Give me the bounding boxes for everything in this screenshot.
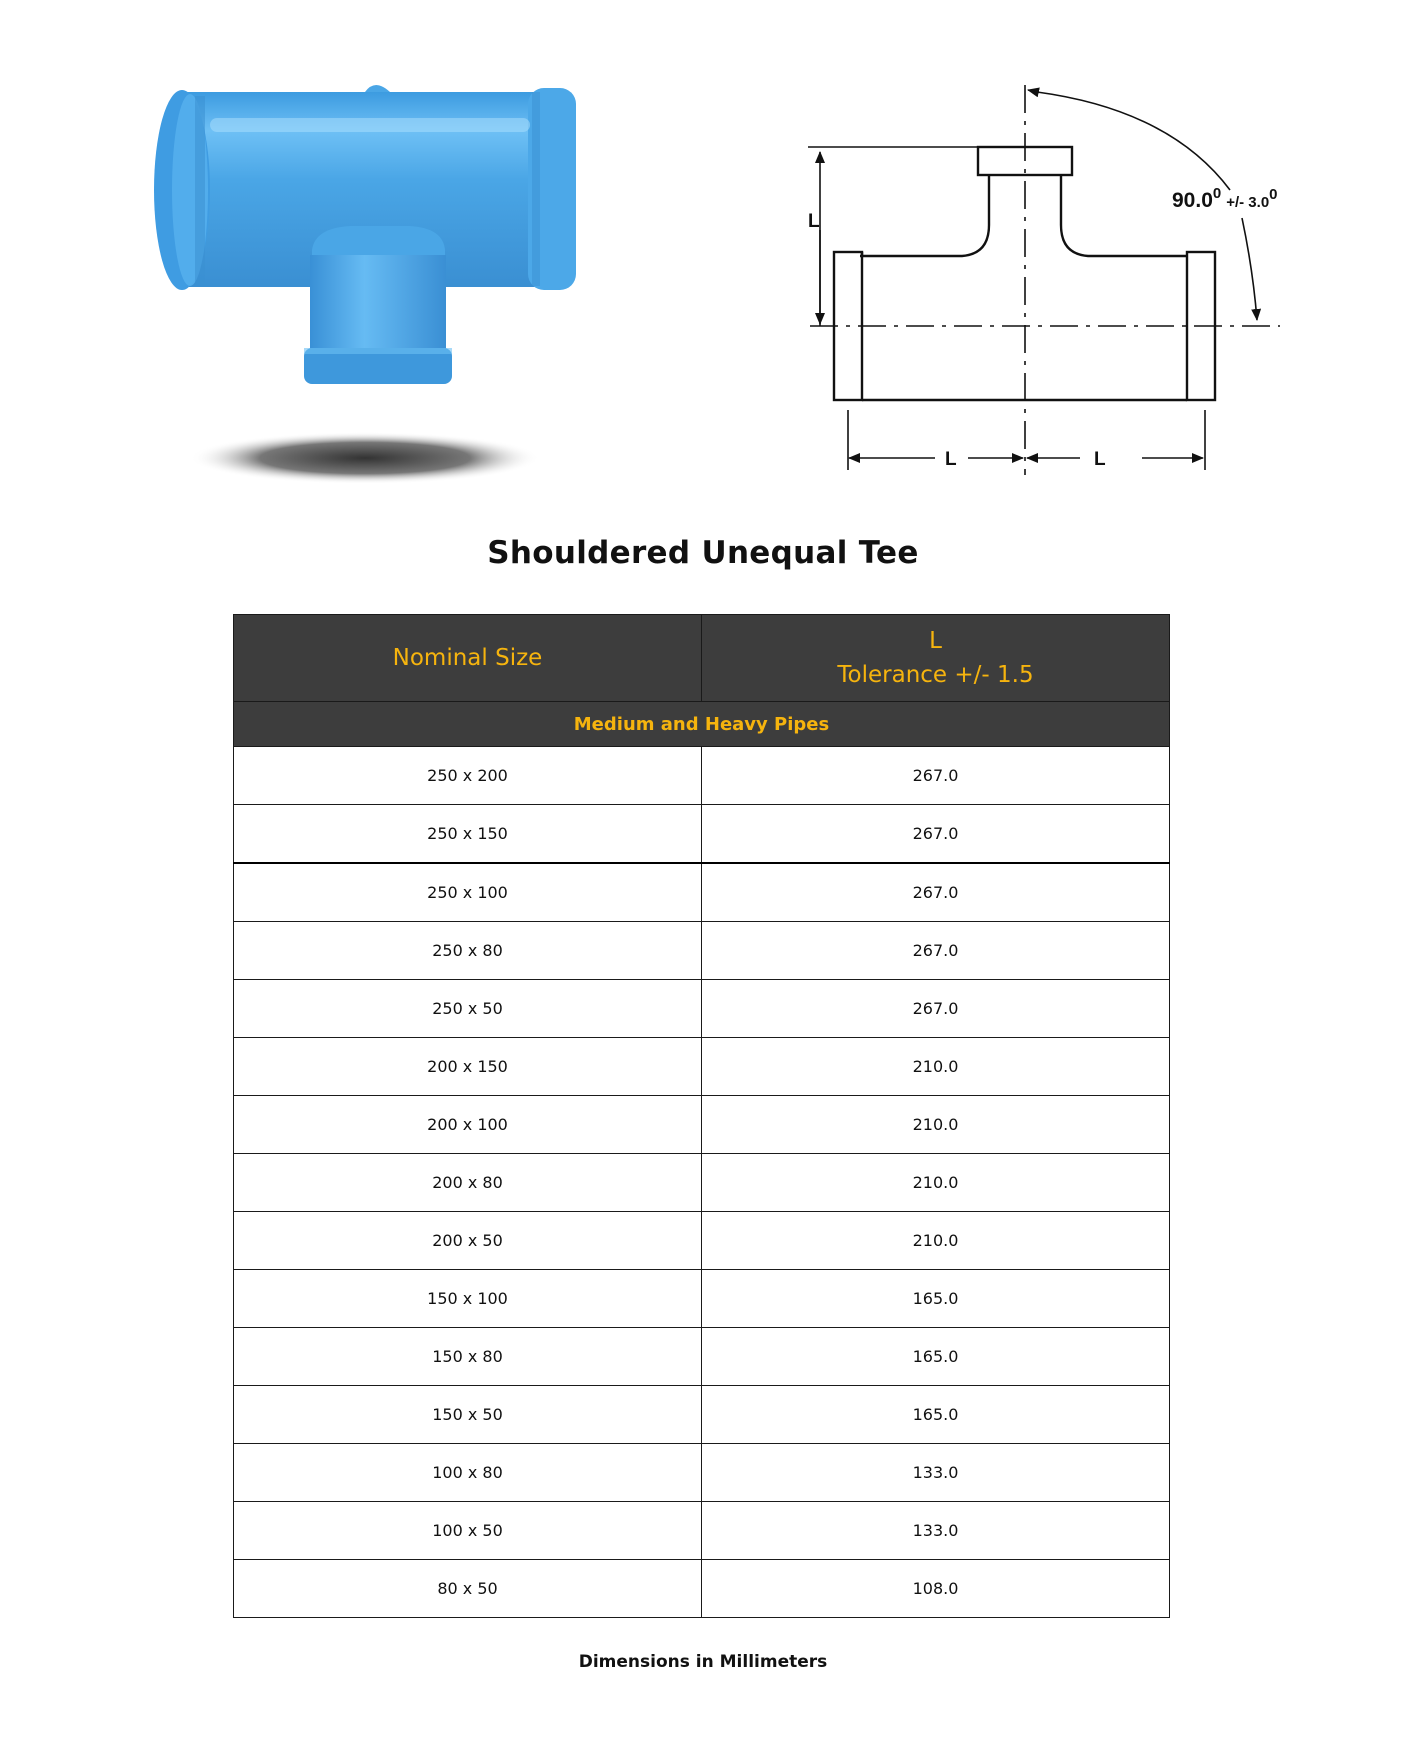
cell-size: 250 x 200 (234, 747, 702, 805)
table-row (234, 980, 1170, 1038)
dim-label-left: L (945, 449, 957, 470)
table-row (234, 863, 1170, 922)
table-row (234, 1386, 1170, 1444)
header-tolerance: Tolerance +/- 1.5 (837, 662, 1034, 688)
table-row (234, 1038, 1170, 1096)
cell-size: 200 x 80 (234, 1154, 702, 1212)
dim-label-right: L (1094, 449, 1106, 470)
cell-size: 250 x 150 (234, 805, 702, 864)
dim-label-vertical: L (808, 211, 820, 232)
cell-l: 210.0 (702, 1038, 1170, 1096)
cell-size: 100 x 50 (234, 1502, 702, 1560)
cell-l: 210.0 (702, 1154, 1170, 1212)
technical-drawing (790, 70, 1310, 490)
dimensions-table (233, 614, 1170, 1618)
cell-size: 150 x 80 (234, 1328, 702, 1386)
cell-size: 250 x 80 (234, 922, 702, 980)
table-row (234, 1444, 1170, 1502)
cell-l: 133.0 (702, 1502, 1170, 1560)
cell-l: 165.0 (702, 1328, 1170, 1386)
cell-size: 200 x 50 (234, 1212, 702, 1270)
units-footnote: Dimensions in Millimeters (578, 1652, 828, 1672)
table-row (234, 1502, 1170, 1560)
cell-size: 150 x 100 (234, 1270, 702, 1328)
table-row (234, 1096, 1170, 1154)
angle-annotation: 90.00+/- 3.00 (1172, 185, 1278, 212)
cell-size: 200 x 100 (234, 1096, 702, 1154)
table-row (234, 1328, 1170, 1386)
table-row (234, 1560, 1170, 1618)
header-l: L (929, 628, 942, 654)
product-photo (100, 0, 680, 500)
cell-size: 80 x 50 (234, 1560, 702, 1618)
cell-l: 108.0 (702, 1560, 1170, 1618)
table-row (234, 805, 1170, 864)
cell-size: 250 x 100 (234, 863, 702, 922)
table-row (234, 1154, 1170, 1212)
table-header-row (234, 615, 1170, 702)
cell-l: 165.0 (702, 1386, 1170, 1444)
cell-l: 267.0 (702, 980, 1170, 1038)
cell-l: 267.0 (702, 747, 1170, 805)
table-row (234, 747, 1170, 805)
header-l-tolerance (702, 615, 1170, 702)
cell-size: 250 x 50 (234, 980, 702, 1038)
table-row (234, 922, 1170, 980)
cell-l: 210.0 (702, 1096, 1170, 1154)
cell-l: 267.0 (702, 863, 1170, 922)
page-title: Shouldered Unequal Tee (487, 535, 919, 571)
header-nominal-size: Nominal Size (234, 615, 702, 702)
cell-size: 150 x 50 (234, 1386, 702, 1444)
cell-l: 165.0 (702, 1270, 1170, 1328)
cell-l: 133.0 (702, 1444, 1170, 1502)
cell-size: 200 x 150 (234, 1038, 702, 1096)
table-subheader-row (234, 702, 1170, 747)
table-row (234, 1212, 1170, 1270)
cell-size: 100 x 80 (234, 1444, 702, 1502)
cell-l: 267.0 (702, 805, 1170, 864)
cell-l: 210.0 (702, 1212, 1170, 1270)
cell-l: 267.0 (702, 922, 1170, 980)
table-row (234, 1270, 1170, 1328)
subheader-pipe-class: Medium and Heavy Pipes (234, 702, 1170, 747)
